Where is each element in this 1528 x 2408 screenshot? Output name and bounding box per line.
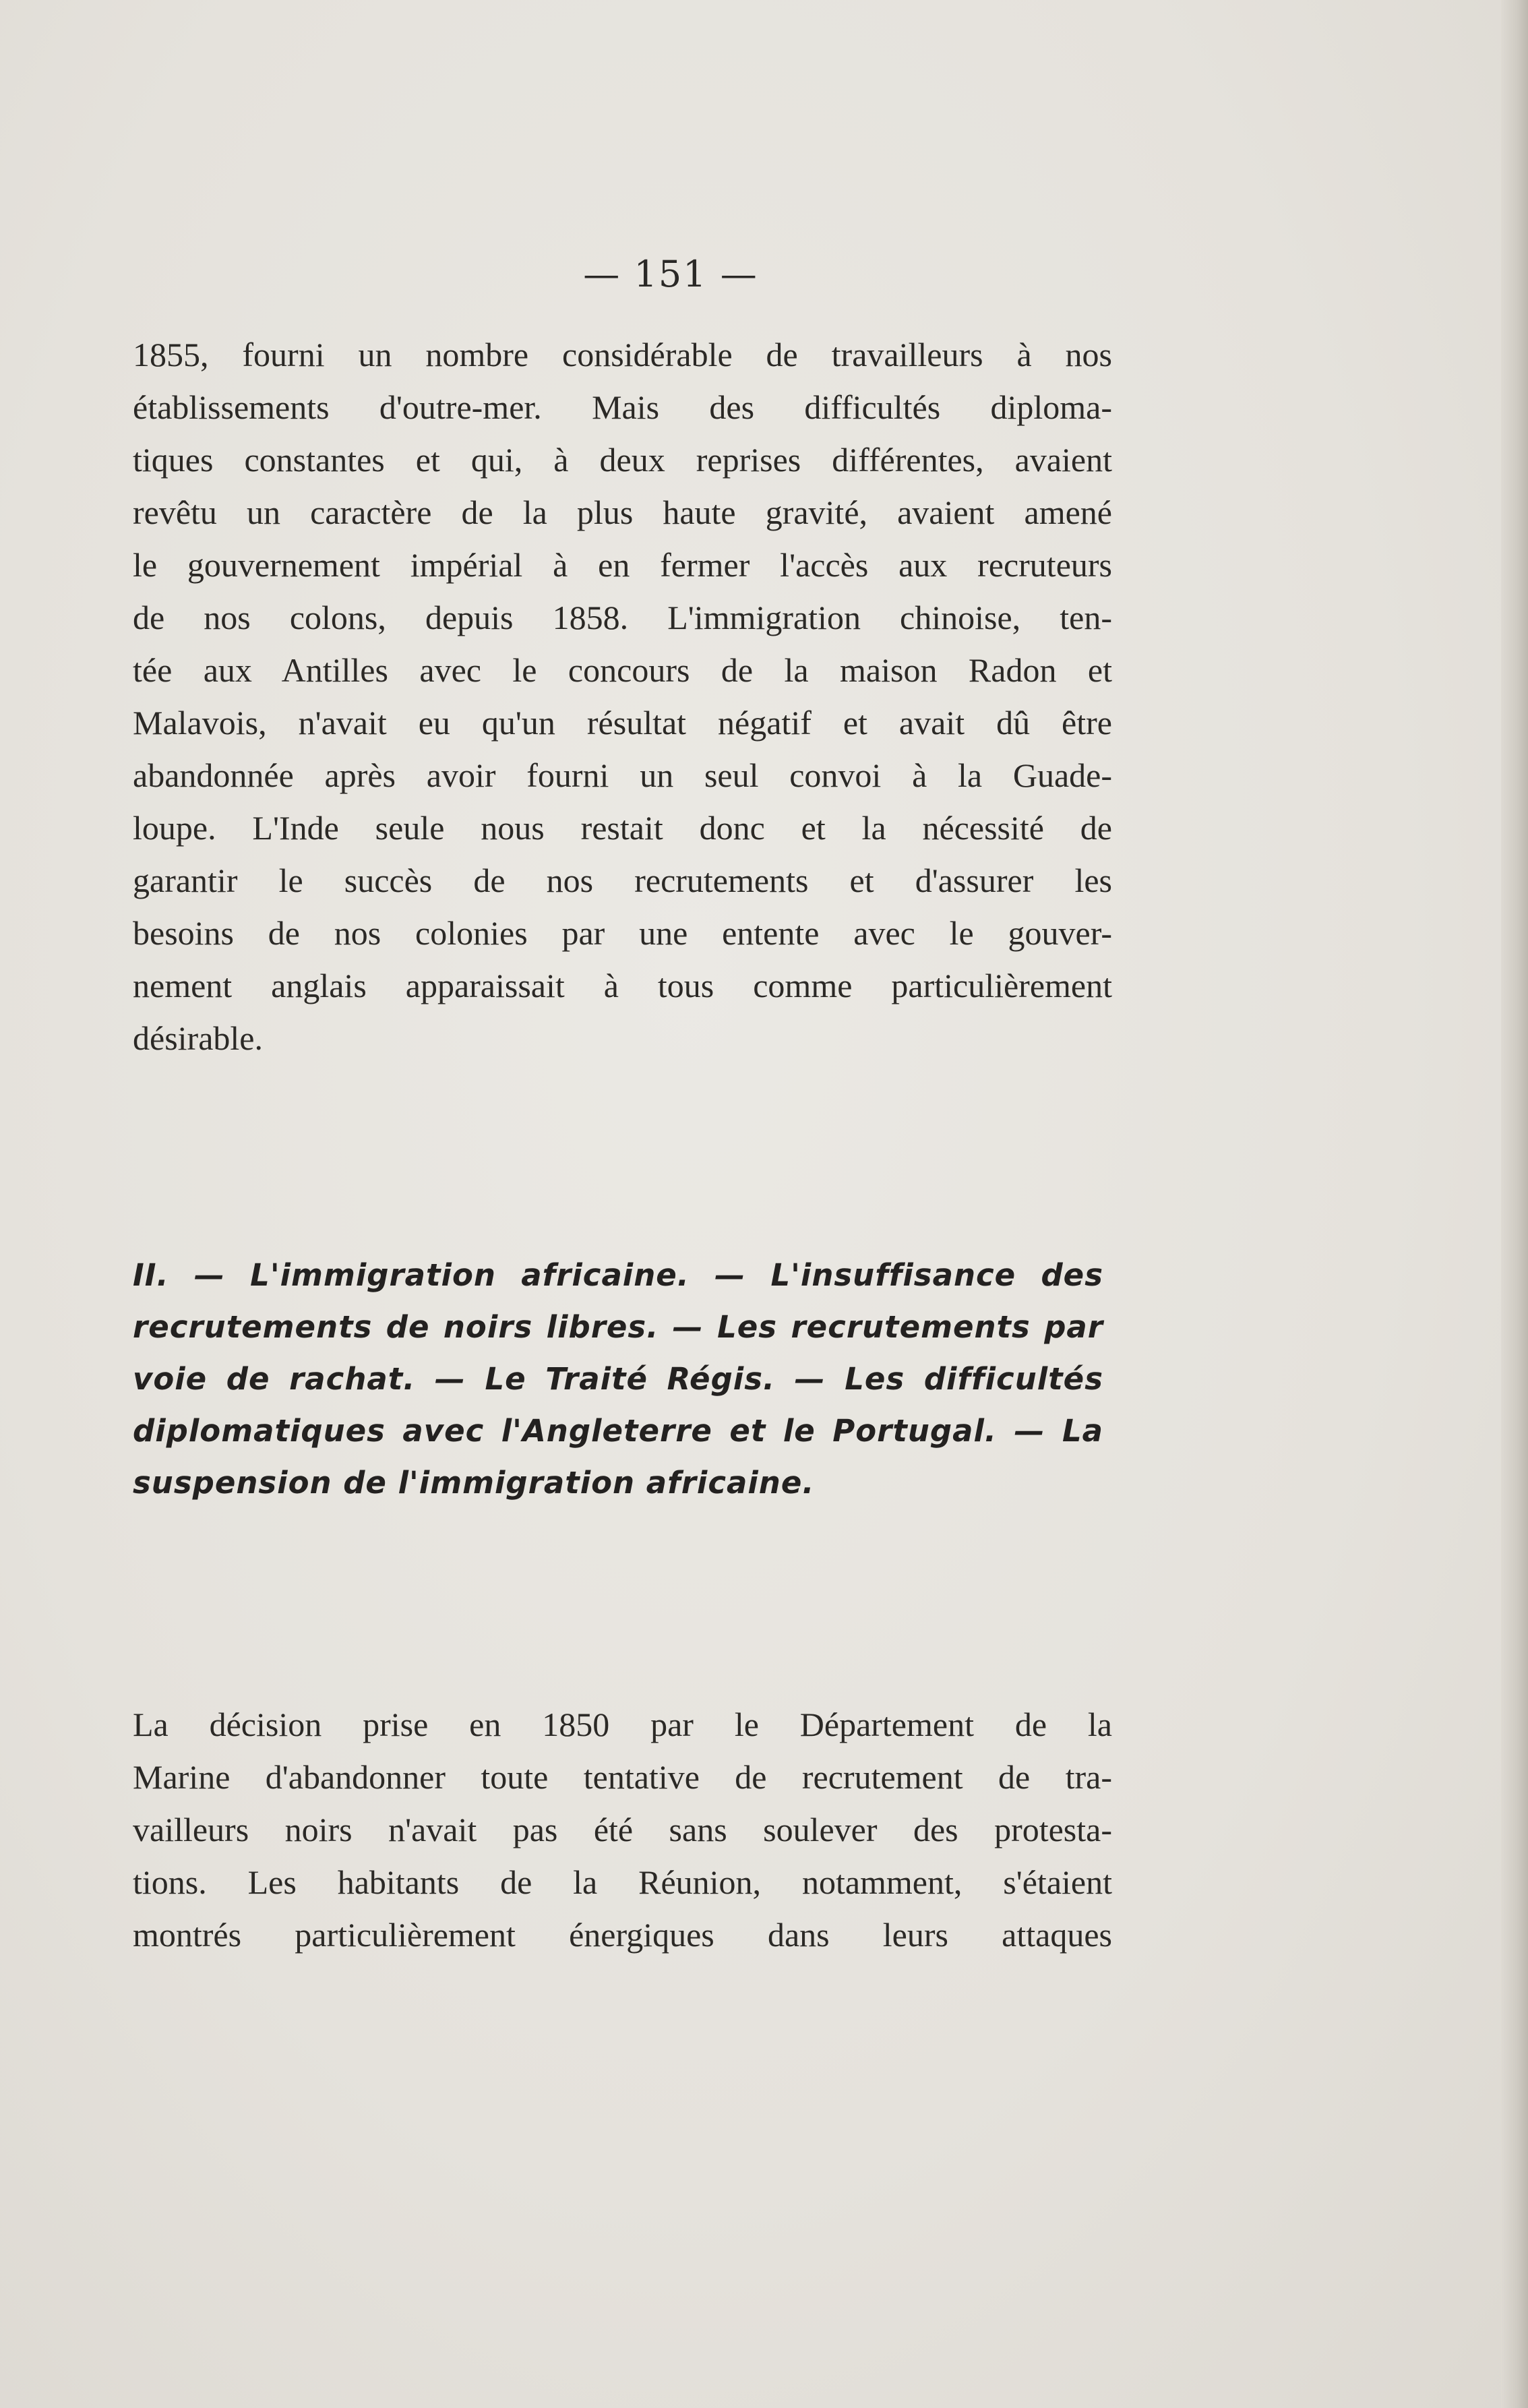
heading-line: diplomatiques avec l'Angleterre et le Portugal. — La: [133, 1413, 1103, 1449]
paragraph-line: de nos colons, depuis 1858. L'immigration chinoise, ten-: [133, 599, 1112, 636]
paragraph-line: loupe. L'Inde seule nous restait donc et la nécessité de: [133, 809, 1112, 847]
paragraph-line: tée aux Antilles avec le concours de la maison Radon et: [133, 651, 1112, 689]
heading-line: suspension de l'immigration africaine.: [133, 1465, 815, 1501]
paragraph-line: La décision prise en 1850 par le Département de la: [133, 1706, 1112, 1743]
paragraph-line: le gouvernement impérial à en fermer l'accès aux recruteurs: [133, 546, 1112, 584]
paragraph-line: Malavois, n'avait eu qu'un résultat négatif et avait dû être: [133, 704, 1112, 742]
paragraph-line: montrés particulièrement énergiques dans leurs attaques: [133, 1916, 1112, 1954]
paragraph-line: nement anglais apparaissait à tous comme particulièrement: [133, 967, 1112, 1004]
page-edge-shadow: [1501, 0, 1528, 2408]
paragraph-line: tions. Les habitants de la Réunion, notamment, s'étaient: [133, 1863, 1112, 1901]
paragraph-line: besoins de nos colonies par une entente avec le gouver-: [133, 914, 1112, 952]
paragraph-line: abandonnée après avoir fourni un seul convoi à la Guade-: [133, 756, 1112, 794]
heading-line: II. — L'immigration africaine. — L'insuffisance des: [133, 1257, 1103, 1293]
page-number: — 151 —: [583, 253, 758, 295]
paragraph-line: établissements d'outre-mer. Mais des difficultés diploma-: [133, 388, 1112, 426]
paragraph-line: Marine d'abandonner toute tentative de recrutement de tra-: [133, 1758, 1112, 1796]
paragraph-line: désirable.: [133, 1019, 263, 1057]
paragraph-line: tiques constantes et qui, à deux reprises différentes, avaient: [133, 441, 1112, 479]
paragraph-line: revêtu un caractère de la plus haute gravité, avaient amené: [133, 493, 1112, 531]
paragraph-line: 1855, fourni un nombre considérable de travailleurs à nos: [133, 336, 1112, 373]
paragraph-line: vailleurs noirs n'avait pas été sans soulever des protesta-: [133, 1811, 1112, 1848]
paragraph-line: garantir le succès de nos recrutements et d'assurer les: [133, 862, 1112, 899]
heading-line: recrutements de noirs libres. — Les recrutements par: [133, 1309, 1103, 1345]
heading-line: voie de rachat. — Le Traité Régis. — Les difficultés: [133, 1361, 1103, 1397]
